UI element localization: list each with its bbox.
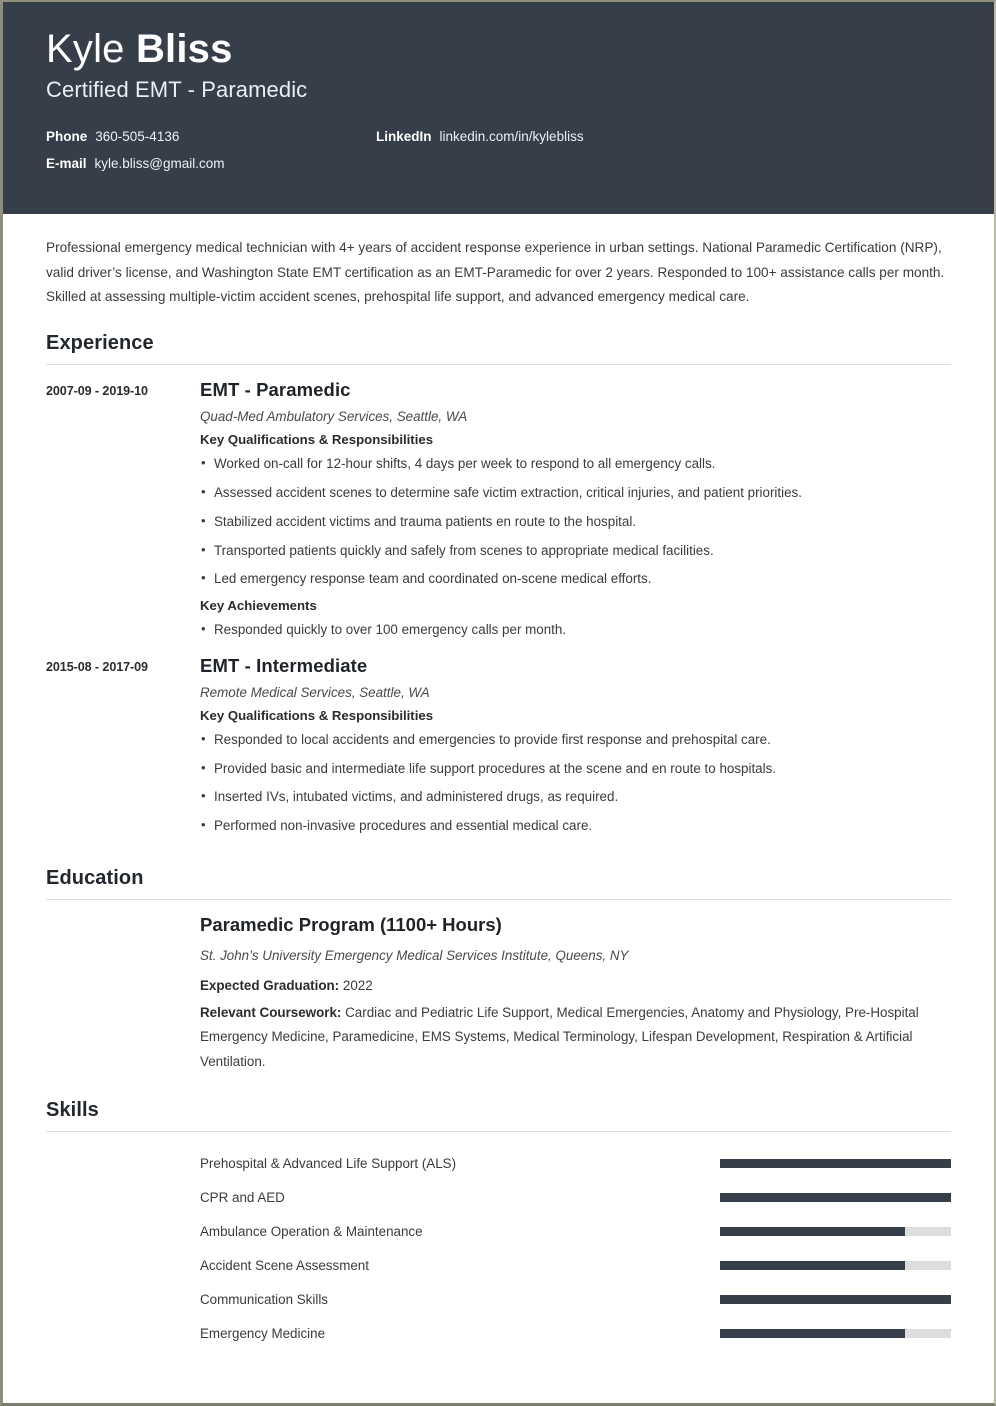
experience-section <box>46 332 951 845</box>
education-entry-details <box>200 914 951 1077</box>
skill-name: CPR and AED <box>200 1189 285 1205</box>
candidate-job-title: Certified EMT - Paramedic <box>46 77 308 103</box>
skill-row <box>46 1316 951 1350</box>
list-item: • Stabilized accident victims and trauma patients en route to the hospital. <box>200 512 951 533</box>
resume-body <box>3 236 994 1350</box>
experience-entry <box>46 379 951 649</box>
contact-linkedin-label: LinkedIn <box>376 129 432 145</box>
experience-entry-position: EMT - Intermediate <box>200 654 368 676</box>
skill-row <box>46 1282 951 1316</box>
skill-name: Communication Skills <box>200 1291 328 1307</box>
qualifications-heading: Key Qualifications & Responsibilities <box>200 432 434 448</box>
list-item: • Led emergency response team and coordinated on-scene medical efforts. <box>200 569 951 590</box>
skill-level-bar <box>720 1193 951 1202</box>
qualifications-list <box>200 454 951 590</box>
section-divider <box>46 364 951 365</box>
candidate-last-name: Bliss <box>135 27 233 71</box>
qualifications-list <box>200 730 951 837</box>
education-graduation-value: 2022 <box>342 977 373 993</box>
skill-name: Emergency Medicine <box>200 1325 326 1341</box>
list-item: • Assessed accident scenes to determine safe victim extraction, critical injuries, and patient priorities. <box>200 483 951 504</box>
skill-level-fill <box>720 1261 905 1270</box>
section-divider <box>46 899 951 900</box>
list-item: • Responded quickly to over 100 emergency calls per month. <box>200 620 951 641</box>
section-divider <box>46 1131 951 1132</box>
experience-entry-details <box>200 655 951 845</box>
contact-phone-value: 360-505-4136 <box>95 129 180 145</box>
experience-entry <box>46 655 951 845</box>
skill-level-bar <box>720 1295 951 1304</box>
experience-entry-details <box>200 379 951 649</box>
education-entry <box>46 914 951 1077</box>
experience-entry-organization: Quad-Med Ambulatory Services, Seattle, WA <box>200 409 468 425</box>
skill-level-bar <box>720 1329 951 1338</box>
skill-row <box>46 1214 951 1248</box>
education-coursework-label: Relevant Coursework: <box>200 1004 342 1020</box>
education-coursework-value: Cardiac and Pediatric Life Support, Medical Emergencies, Anatomy and Physiology, Pre-Hospital Emergency Medicine, Paramedicine, EMS Systems, Medical Terminology, Lifespan Development, Respiration & Artificial Ventilation. <box>200 1004 919 1070</box>
contact-row <box>46 156 951 171</box>
education-coursework <box>200 1001 951 1075</box>
resume-header <box>3 2 994 214</box>
contact-email[interactable] <box>46 156 376 171</box>
skills-section <box>46 1099 951 1350</box>
skill-row <box>46 1248 951 1282</box>
candidate-first-name: Kyle <box>46 27 125 71</box>
list-item: • Transported patients quickly and safely from scenes to appropriate medical facilities. <box>200 541 951 562</box>
skill-level-fill <box>720 1193 951 1202</box>
skill-level-bar <box>720 1261 951 1270</box>
education-school: St. John’s University Emergency Medical Services Institute, Queens, NY <box>200 947 629 963</box>
contact-linkedin-value[interactable]: linkedin.com/in/kylebliss <box>439 129 584 145</box>
skill-row <box>46 1146 951 1180</box>
professional-summary: Professional emergency medical technician with 4+ years of accident response experience in urban settings. National Paramedic Certification (NRP), valid driver’s license, and Washington State EMT certification as an EMT-Paramedic for over 2 years. Responded to 100+ assistance calls per month. Skilled at assessing multiple-victim accident scenes, prehospital life support, and advanced emergency medical care. <box>46 240 945 305</box>
skill-level-fill <box>720 1329 905 1338</box>
skill-name: Ambulance Operation & Maintenance <box>200 1223 423 1239</box>
experience-entry-position: EMT - Paramedic <box>200 379 351 401</box>
candidate-name <box>46 28 951 71</box>
skill-level-fill <box>720 1295 951 1304</box>
contact-row <box>46 129 951 144</box>
contact-phone-label: Phone <box>46 129 88 145</box>
contact-info <box>46 129 951 171</box>
skill-level-bar <box>720 1227 951 1236</box>
list-item: • Provided basic and intermediate life support procedures at the scene and en route to hospitals. <box>200 759 951 780</box>
list-item: • Performed non-invasive procedures and essential medical care. <box>200 816 951 837</box>
education-section-title: Education <box>46 866 144 889</box>
education-section <box>46 867 951 1077</box>
experience-entry-organization: Remote Medical Services, Seattle, WA <box>200 684 430 700</box>
education-degree: Paramedic Program (1100+ Hours) <box>200 913 502 935</box>
list-item: • Responded to local accidents and emergencies to provide first response and prehospital care. <box>200 730 951 751</box>
contact-phone <box>46 129 376 144</box>
skill-level-fill <box>720 1227 905 1236</box>
contact-email-value[interactable]: kyle.bliss@gmail.com <box>94 156 225 172</box>
skill-name: Prehospital & Advanced Life Support (ALS) <box>200 1155 457 1171</box>
skills-section-title: Skills <box>46 1099 99 1122</box>
experience-section-title: Experience <box>46 332 154 355</box>
qualifications-heading: Key Qualifications & Responsibilities <box>200 707 434 723</box>
resume-sheet <box>3 2 994 1403</box>
achievements-list <box>200 620 951 641</box>
list-item: • Worked on-call for 12-hour shifts, 4 days per week to respond to all emergency calls. <box>200 454 951 475</box>
skill-row <box>46 1180 951 1214</box>
skill-level-bar <box>720 1159 951 1168</box>
experience-entry-dates: 2015-08 - 2017-09 <box>46 659 148 674</box>
experience-entry-dates: 2007-09 - 2019-10 <box>46 384 148 399</box>
achievements-heading: Key Achievements <box>200 598 317 614</box>
education-graduation <box>200 974 951 999</box>
skills-list <box>46 1146 951 1350</box>
skill-level-fill <box>720 1159 951 1168</box>
contact-email-label: E-mail <box>46 156 87 172</box>
education-graduation-label: Expected Graduation: <box>200 977 340 993</box>
list-item: • Inserted IVs, intubated victims, and administered drugs, as required. <box>200 787 951 808</box>
contact-linkedin[interactable] <box>376 129 584 144</box>
skill-name: Accident Scene Assessment <box>200 1257 369 1273</box>
